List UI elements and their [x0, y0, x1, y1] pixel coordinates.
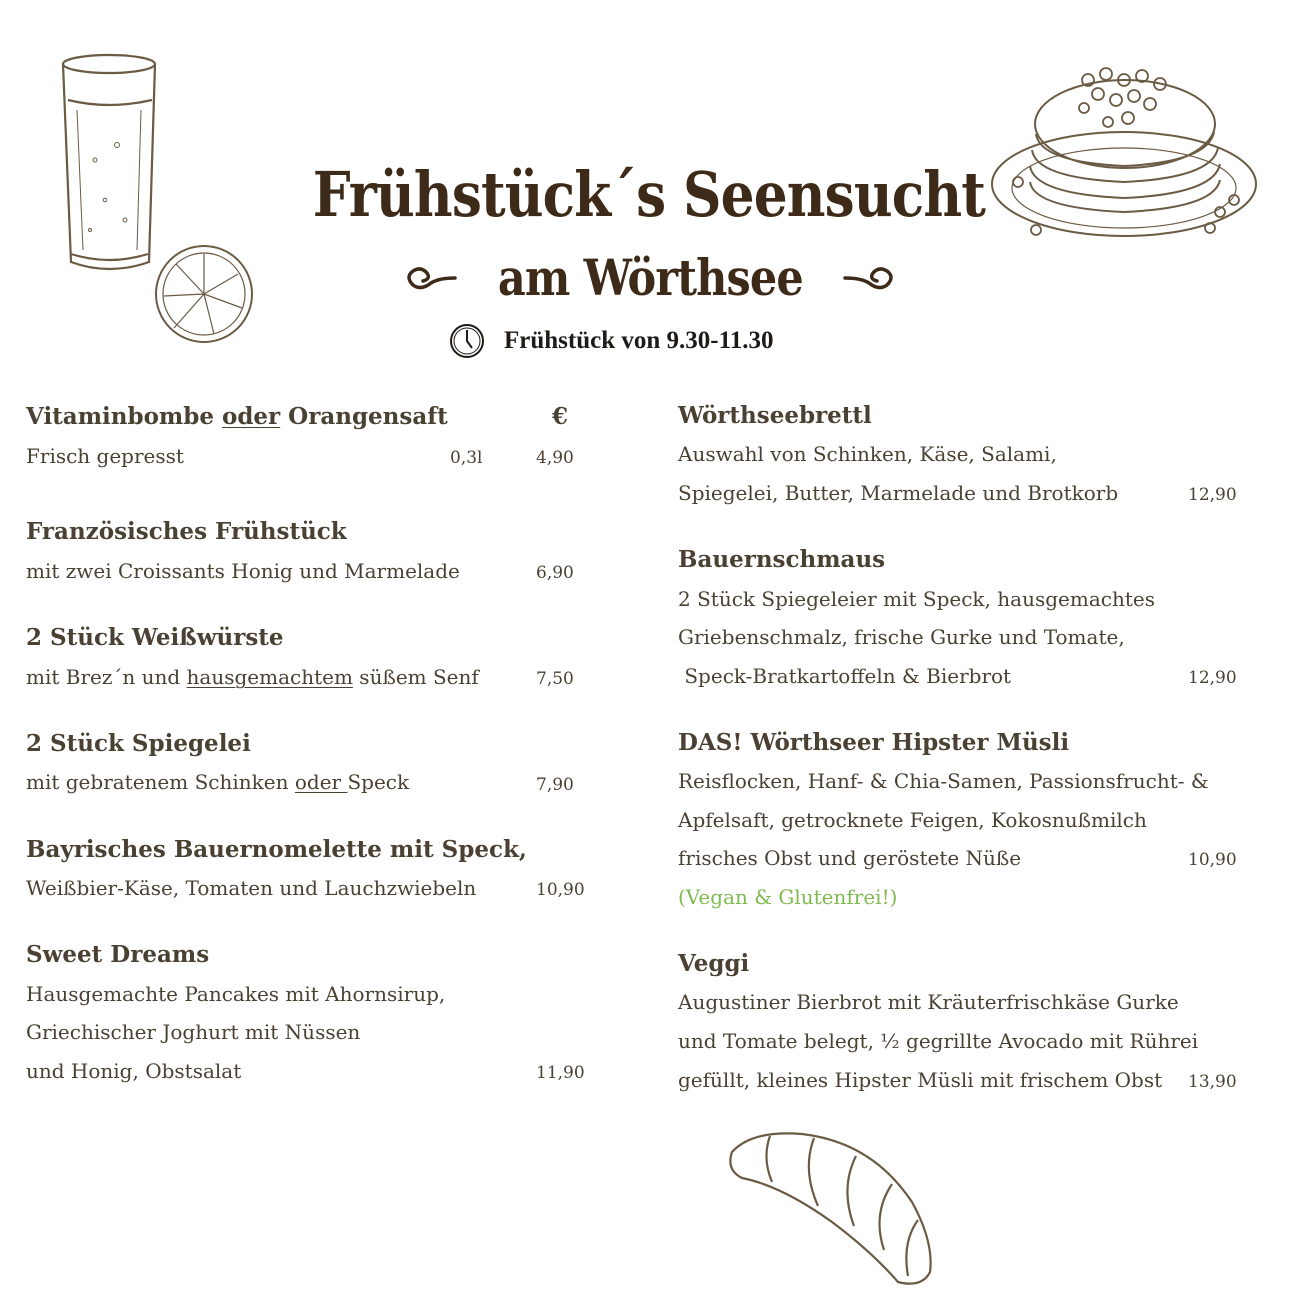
menu-item-title: Bauernschmaus [678, 546, 886, 573]
menu-item-description: und Honig, Obstsalat [26, 1059, 242, 1083]
menu-item-description: Apfelsaft, getrocknete Feigen, Kokosnußmilch [678, 808, 1147, 832]
menu-item-price: 10,90 [536, 880, 585, 900]
page-title: Frühstück´s Seensucht [312, 158, 986, 231]
menu-item-description: mit zwei Croissants Honig und Marmelade [26, 559, 460, 583]
menu-item-description: Griechischer Joghurt mit Nüssen [26, 1020, 361, 1044]
subtitle: am Wörthsee [497, 248, 803, 307]
menu-item-description: Frisch gepresst [26, 444, 184, 468]
menu-item-price: 7,90 [536, 775, 574, 795]
menu-item-title: 2 Stück Spiegelei [26, 730, 251, 757]
menu-item-description: Griebenschmalz, frische Gurke und Tomate, [678, 625, 1125, 649]
menu-item-title: Vitaminbombe oder Orangensaft [26, 403, 448, 430]
menu-item-title: 2 Stück Weißwürste [26, 624, 284, 651]
menu-item-description: Speck-Bratkartoffeln & Bierbrot [678, 664, 1012, 688]
menu-item-price: 6,90 [536, 563, 574, 583]
menu-item-title: DAS! Wörthseer Hipster Müsli [678, 729, 1070, 756]
menu-item-description: frisches Obst und geröstete Nüße [678, 846, 1022, 870]
swirl-ornament-icon [403, 263, 459, 293]
menu-item-description: gefüllt, kleines Hipster Müsli mit frischem Obst [678, 1068, 1163, 1092]
menu-item-description: Weißbier-Käse, Tomaten und Lauchzwiebeln [26, 876, 477, 900]
menu-item-volume: 0,3l [450, 448, 483, 468]
menu-item-title: Veggi [678, 950, 750, 977]
menu-item-price: 4,90 [536, 448, 574, 468]
menu-item-description: und Tomate belegt, ½ gegrillte Avocado mit Rührei [678, 1029, 1199, 1053]
subtitle-row [0, 248, 1300, 307]
menu-item-title: Französisches Frühstück [26, 518, 347, 545]
menu-item-description: Auswahl von Schinken, Käse, Salami, [678, 442, 1057, 466]
croissant-icon [722, 1122, 944, 1292]
menu-item-description: mit Brez´n und hausgemachtem süßem Senf [26, 665, 479, 689]
menu-item-price: 12,90 [1188, 668, 1237, 688]
diet-note: (Vegan & Glutenfrei!) [678, 885, 898, 909]
menu-item-description: mit gebratenem Schinken oder Speck [26, 770, 410, 794]
menu-item-description: Augustiner Bierbrot mit Kräuterfrischkäse Gurke [678, 990, 1179, 1014]
menu-item-price: 13,90 [1188, 1072, 1237, 1092]
menu-item-description: Hausgemachte Pancakes mit Ahornsirup, [26, 982, 446, 1006]
hours-text: Frühstück von 9.30-11.30 [504, 327, 774, 354]
menu-item-description: 2 Stück Spiegeleier mit Speck, hausgemachtes [678, 587, 1155, 611]
menu-item-title: Bayrisches Bauernomelette mit Speck, [26, 836, 527, 863]
menu-item-price: 12,90 [1188, 485, 1237, 505]
currency-label: € [552, 403, 569, 430]
menu-item-price: 11,90 [536, 1063, 585, 1083]
opening-hours [448, 322, 773, 360]
menu-item-price: 7,50 [536, 669, 574, 689]
swirl-ornament-icon [841, 263, 897, 293]
menu-item-price: 10,90 [1188, 850, 1237, 870]
menu-item-title: Sweet Dreams [26, 941, 210, 968]
menu-item-description: Spiegelei, Butter, Marmelade und Brotkorb [678, 481, 1119, 505]
clock-icon [448, 322, 486, 360]
menu-item-title: Wörthseebrettl [678, 402, 872, 429]
menu-item-description: Reisflocken, Hanf- & Chia-Samen, Passionsfrucht- & [678, 769, 1209, 793]
